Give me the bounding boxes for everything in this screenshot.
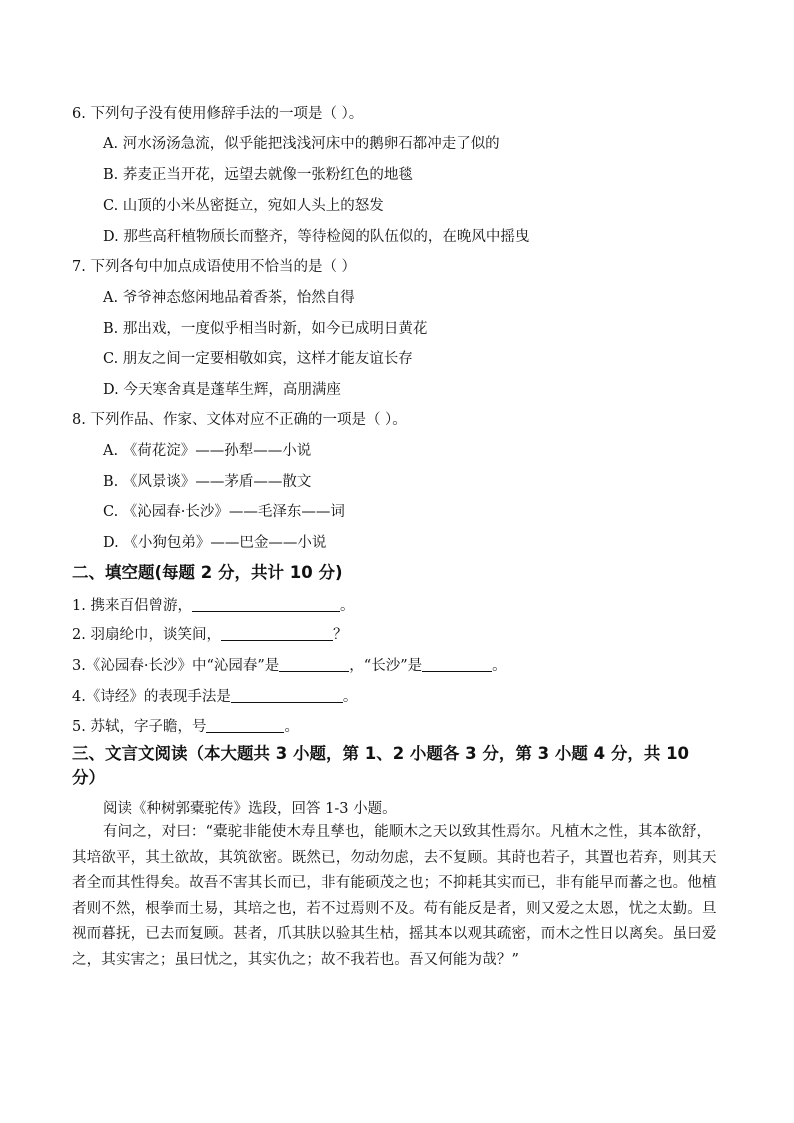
- reading-intro: 阅读《种树郭橐驼传》选段，回答 1-3 小题。: [103, 801, 397, 817]
- fill-item-4-end: 。: [342, 689, 358, 705]
- q8-option-c: C. 《沁园春·长沙》——毛泽东——词: [103, 504, 345, 520]
- fill-blank-2[interactable]: [221, 626, 333, 641]
- fill-item-3-mid: ，“长沙”是: [349, 658, 423, 674]
- fill-blank-3a[interactable]: [279, 657, 349, 672]
- fill-item-5: [72, 717, 299, 737]
- fill-item-4-text: 4.《诗经》的表现手法是: [72, 689, 231, 705]
- section-3-title-line2: 分）: [72, 768, 105, 787]
- fill-item-2-end: ？: [332, 627, 348, 643]
- q6-option-d: D. 那些高秆植物颀长而整齐，等待检阅的队伍似的，在晚风中摇曳: [103, 229, 530, 245]
- fill-blank-3b[interactable]: [422, 657, 492, 672]
- fill-item-2-text: 2. 羽扇纶巾，谈笑间，: [72, 627, 221, 643]
- q7-option-b: B. 那出戏，一度似乎相当时新，如今已成明日黄花: [103, 321, 428, 337]
- section-2-title: 二、填空题(每题 2 分，共计 10 分): [72, 563, 343, 582]
- fill-item-2: [72, 625, 347, 645]
- fill-item-3-text: 3.《沁园春·长沙》中“沁园春”是: [72, 658, 280, 674]
- q7-option-d: D. 今天寒舍真是蓬荜生辉，高朋满座: [103, 382, 341, 398]
- q6-option-c: C. 山顶的小米丛密挺立，宛如人头上的怒发: [103, 198, 384, 214]
- q7-option-c: C. 朋友之间一定要相敬如宾，这样才能友谊长存: [103, 351, 413, 367]
- question-7-stem: 7. 下列各句中加点成语使用不恰当的是（ ）: [72, 259, 357, 275]
- q8-option-d: D. 《小狗包弟》——巴金——小说: [103, 535, 327, 551]
- fill-item-3-end: 。: [492, 658, 507, 674]
- fill-blank-4[interactable]: [231, 688, 343, 703]
- fill-blank-1[interactable]: [192, 597, 340, 612]
- q8-option-a: A. 《荷花淀》——孙犁——小说: [103, 443, 312, 459]
- reading-passage: 有问之，对曰：“橐驼非能使木寿且孳也，能顺木之天以致其性焉尔。凡植木之性，其本欲舒，其培欲平，其土欲故，其筑欲密。既然已，勿动勿虑，去不复顾。其莳也若子，其置也若弃，则其天者全而其性得矣。故吾不害其长而已，非有能硕茂之也；不抑耗其实而已，非有能早而蕃之也。他植者则不然，根拳而土易，其培之也，若不过焉则不及。苟有能反是者，则又爱之太恩，忧之太勤。旦视而暮抚，已去而复顾。甚者，爪其肤以验其生枯，摇其本以观其疏密，而木之性日以离矣。虽曰爱之，其实害之；虽曰忧之，其实仇之；故不我若也。吾又何能为哉？”: [72, 824, 717, 968]
- question-8-stem: 8. 下列作品、作家、文体对应不正确的一项是（ ）。: [72, 412, 407, 428]
- fill-item-4: [72, 687, 357, 707]
- q6-option-a: A. 河水汤汤急流，似乎能把浅浅河床中的鹅卵石都冲走了似的: [103, 136, 500, 152]
- section-3-title-line1: 三、文言文阅读（本大题共 3 小题，第 1、2 小题各 3 分，第 3 小题 4 分，共 10: [72, 744, 690, 763]
- fill-item-5-end: 。: [284, 719, 299, 735]
- fill-item-1-end: 。: [339, 598, 355, 614]
- q6-option-b: B. 荞麦正当开花，远望去就像一张粉红色的地毯: [103, 167, 413, 183]
- fill-item-1: [72, 596, 354, 616]
- fill-item-1-text: 1. 携来百侣曾游，: [72, 598, 192, 614]
- fill-item-3: [72, 656, 507, 676]
- fill-item-5-text: 5. 苏轼，字子瞻，号: [72, 719, 207, 735]
- q8-option-b: B. 《风景谈》——茅盾——散文: [103, 474, 312, 490]
- question-6-stem: 6. 下列句子没有使用修辞手法的一项是（ ）。: [72, 106, 364, 122]
- q7-option-a: A. 爷爷神态悠闲地品着香茶，怡然自得: [103, 290, 355, 306]
- fill-blank-5[interactable]: [206, 718, 284, 733]
